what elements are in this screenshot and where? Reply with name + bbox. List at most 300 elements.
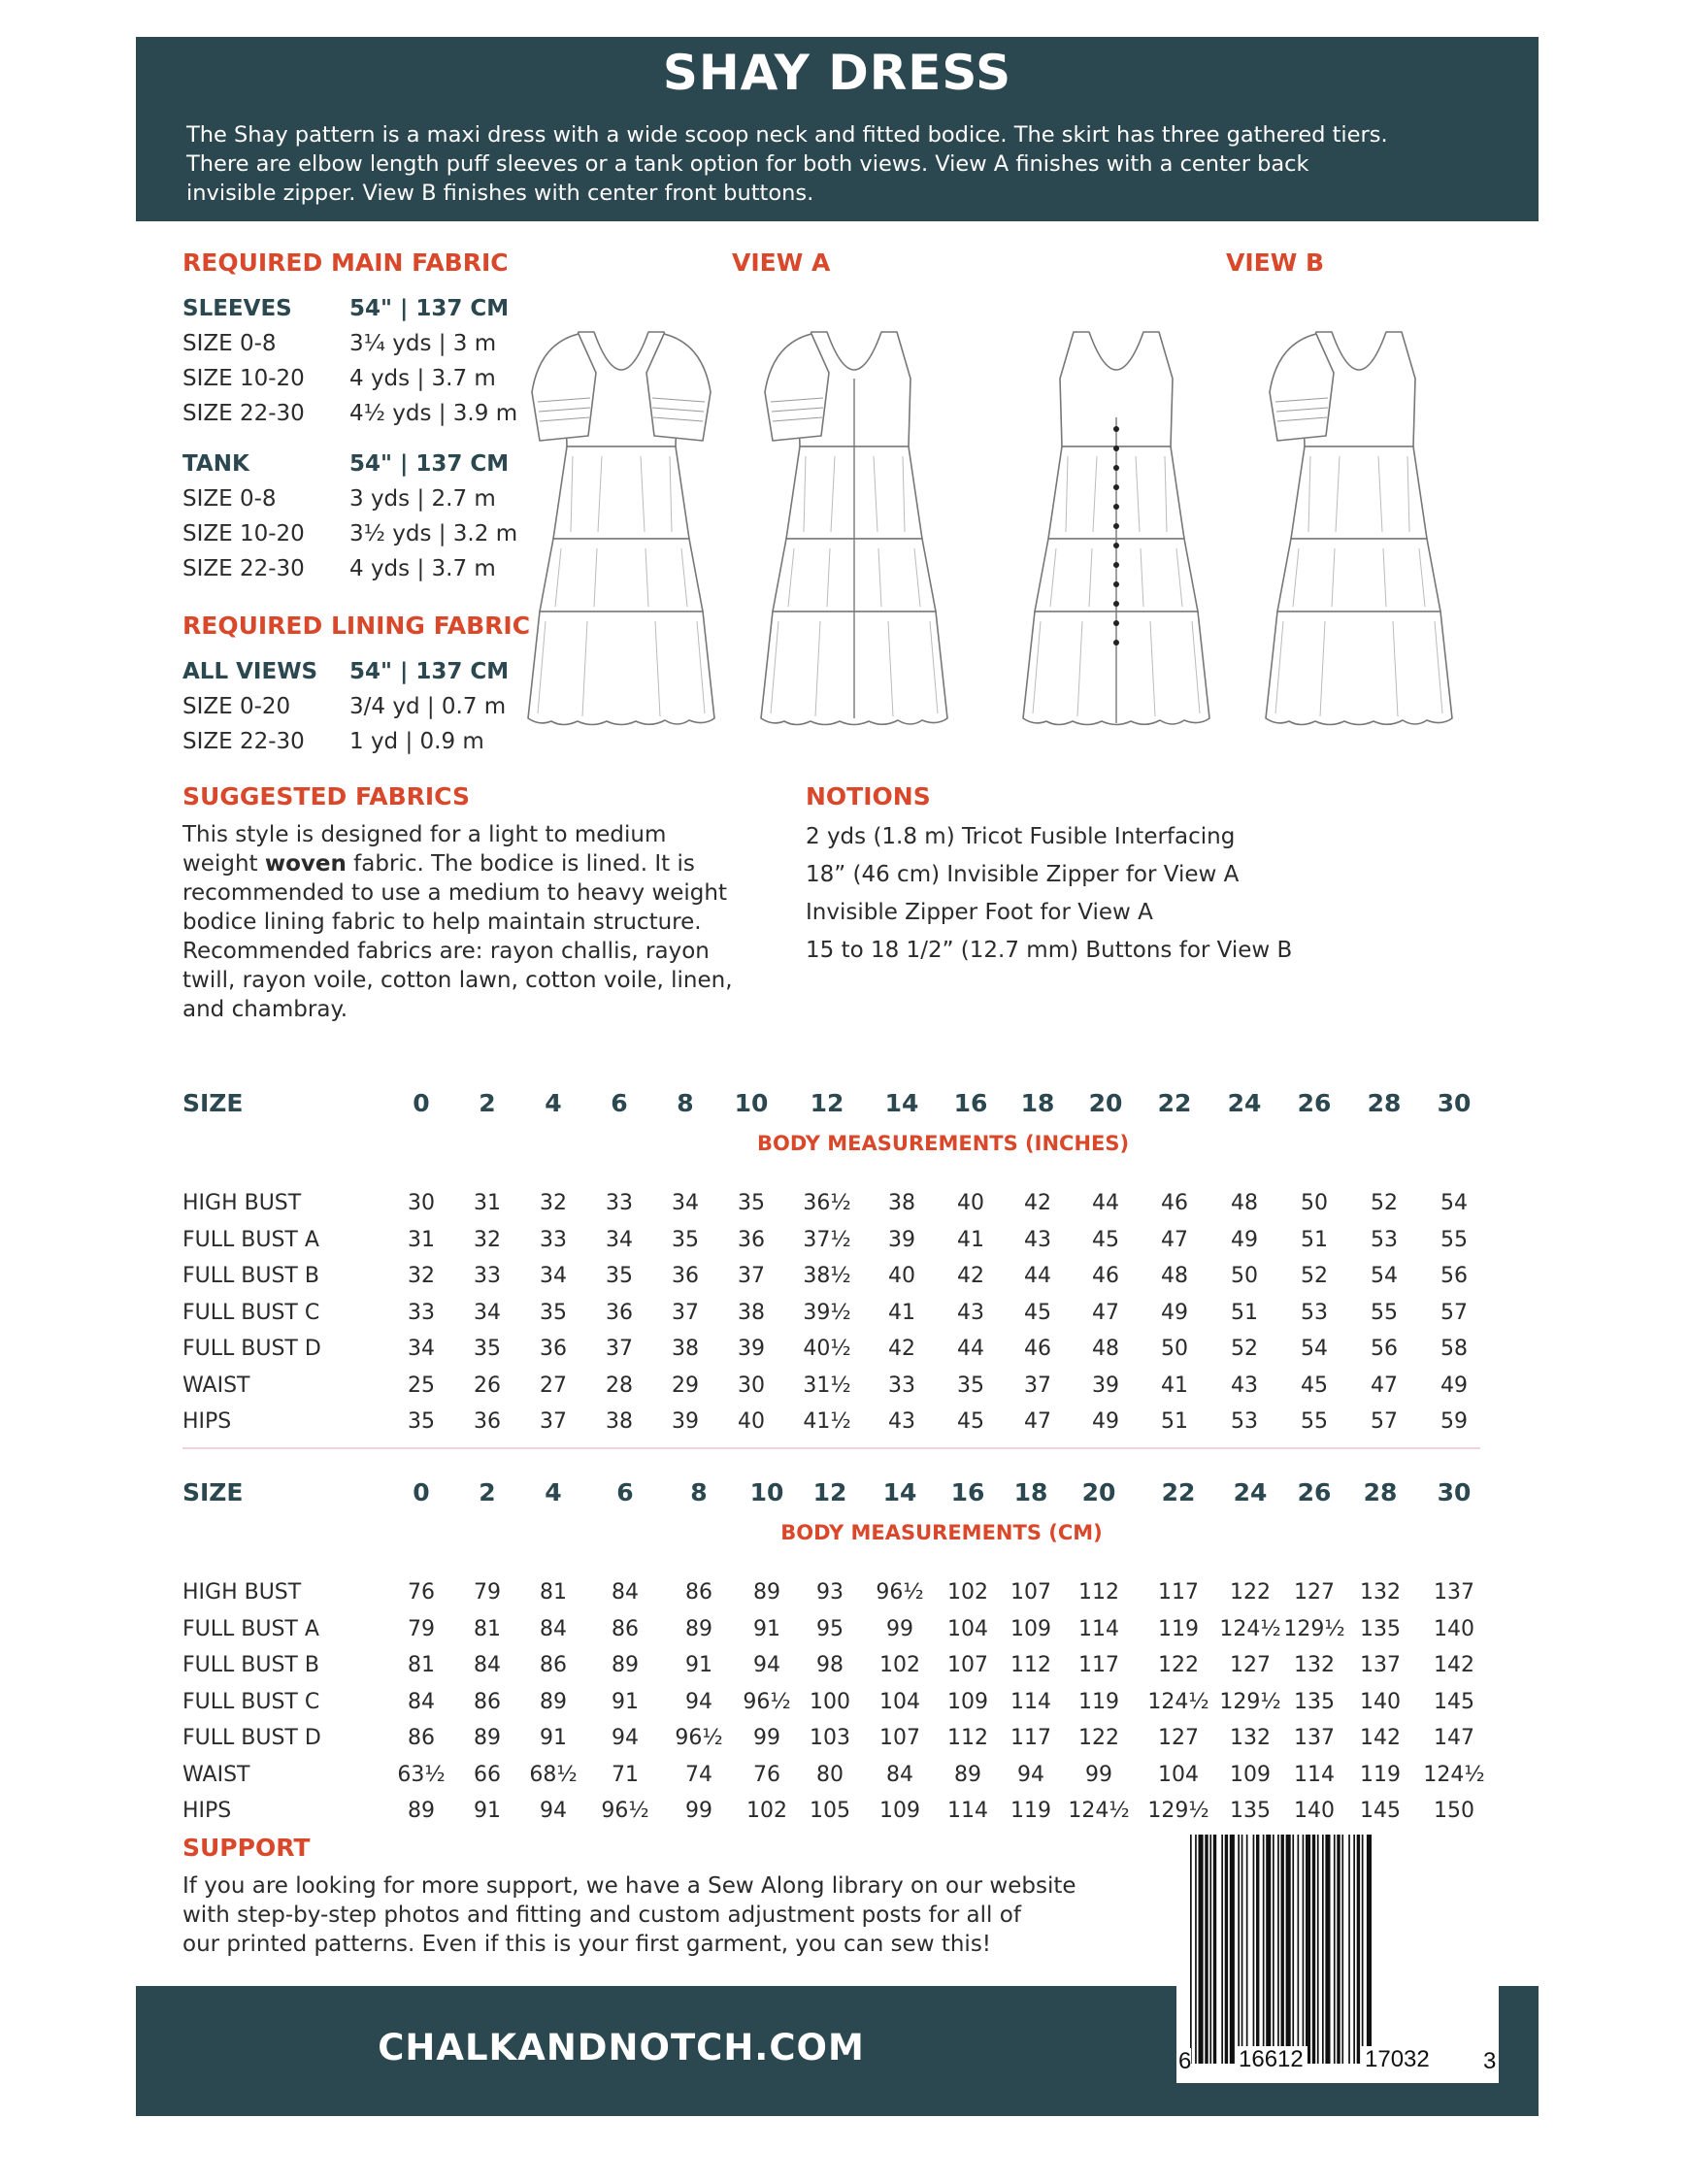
size-col: 6 bbox=[611, 1089, 628, 1117]
measurement-cell: 55 bbox=[1371, 1300, 1398, 1325]
measurement-cell: 27 bbox=[540, 1373, 567, 1398]
size-col: 30 bbox=[1437, 1478, 1472, 1506]
paragraph-line: This style is designed for a light to medium bbox=[182, 822, 667, 847]
size-label: SIZE bbox=[182, 1478, 244, 1506]
measurement-cell: 103 bbox=[810, 1726, 850, 1750]
measurement-cell: 96½ bbox=[876, 1580, 924, 1605]
measurement-label: FULL BUST D bbox=[182, 1337, 321, 1361]
paragraph-line: and chambray. bbox=[182, 997, 348, 1022]
measurement-cell: 89 bbox=[685, 1616, 712, 1641]
group-label: SLEEVES bbox=[182, 296, 292, 321]
fabric-amount: 1 yd | 0.9 m bbox=[349, 729, 484, 754]
measurement-label: WAIST bbox=[182, 1373, 250, 1398]
measurement-cell: 94 bbox=[540, 1799, 567, 1823]
barcode-digit: 6 bbox=[1178, 2048, 1192, 2074]
size-col: 10 bbox=[734, 1089, 769, 1117]
measurement-cell: 38 bbox=[672, 1337, 699, 1361]
fabric-row bbox=[182, 481, 517, 516]
measurement-cell: 100 bbox=[810, 1689, 850, 1714]
size-col: 0 bbox=[413, 1089, 430, 1117]
size-range: SIZE 0-20 bbox=[182, 694, 291, 719]
size-col: 22 bbox=[1161, 1478, 1196, 1506]
intro-line: The Shay pattern is a maxi dress with a wide scoop neck and fitted bodice. The skirt has three gathered tiers. bbox=[186, 122, 1388, 148]
measurement-cell: 31 bbox=[408, 1227, 435, 1252]
measurement-cell: 80 bbox=[816, 1762, 844, 1787]
measurement-cell: 33 bbox=[408, 1300, 435, 1325]
measurement-cell: 35 bbox=[408, 1409, 435, 1434]
size-header-row bbox=[182, 1081, 1480, 1125]
size-col: 2 bbox=[479, 1478, 496, 1506]
measurement-cell: 114 bbox=[1010, 1689, 1051, 1714]
measurement-cell: 137 bbox=[1434, 1580, 1474, 1605]
measurement-cell: 140 bbox=[1434, 1616, 1474, 1641]
notion-item: Invisible Zipper Foot for View A bbox=[806, 900, 1153, 925]
measurement-cell: 63½ bbox=[397, 1762, 446, 1787]
pattern-back-cover bbox=[136, 37, 1539, 2116]
measurement-label: FULL BUST B bbox=[182, 1264, 319, 1288]
measurement-row bbox=[182, 1720, 1480, 1757]
measurement-cell: 129½ bbox=[1283, 1616, 1345, 1641]
measurement-cell: 34 bbox=[606, 1227, 633, 1252]
measurement-cell: 42 bbox=[1024, 1191, 1051, 1215]
measurement-cell: 94 bbox=[685, 1689, 712, 1714]
fabric-row bbox=[182, 361, 517, 396]
website-link[interactable]: CHALKANDNOTCH.COM bbox=[378, 2027, 865, 2068]
measurement-cell: 35 bbox=[957, 1373, 984, 1398]
paragraph-line bbox=[182, 849, 733, 878]
measurement-cell: 102 bbox=[879, 1653, 920, 1677]
size-range: SIZE 22-30 bbox=[182, 401, 305, 426]
measurement-cell: 31 bbox=[474, 1191, 501, 1215]
fabric-row bbox=[182, 724, 509, 759]
measurement-cell: 89 bbox=[612, 1653, 639, 1677]
measurement-cell: 81 bbox=[408, 1653, 435, 1677]
size-col: 30 bbox=[1437, 1089, 1472, 1117]
measurement-cell: 34 bbox=[408, 1337, 435, 1361]
fabric-amount: 3/4 yd | 0.7 m bbox=[349, 694, 507, 719]
measurement-cell: 36 bbox=[738, 1227, 765, 1252]
measurement-cell: 147 bbox=[1434, 1726, 1474, 1750]
measurement-label: HIPS bbox=[182, 1409, 232, 1434]
main-fabric-table bbox=[182, 291, 517, 586]
measurement-cell: 107 bbox=[947, 1653, 988, 1677]
measurement-cell: 99 bbox=[1085, 1762, 1112, 1787]
measurement-cell: 124½ bbox=[1423, 1762, 1485, 1787]
measurement-cell: 54 bbox=[1301, 1337, 1328, 1361]
measurement-cell: 30 bbox=[738, 1373, 765, 1398]
measurement-cell: 109 bbox=[879, 1799, 920, 1823]
fabric-group-header bbox=[182, 291, 517, 326]
measurement-cell: 112 bbox=[1078, 1580, 1119, 1605]
inches-table-body bbox=[182, 1185, 1480, 1440]
measurement-cell: 34 bbox=[672, 1191, 699, 1215]
measurement-cell: 54 bbox=[1371, 1264, 1398, 1288]
measurement-cell: 49 bbox=[1161, 1300, 1188, 1325]
measurement-label: FULL BUST C bbox=[182, 1300, 320, 1325]
measurement-cell: 37 bbox=[606, 1337, 633, 1361]
measurement-cell: 43 bbox=[1024, 1227, 1051, 1252]
view-a-heading: VIEW A bbox=[732, 248, 831, 277]
measurement-cell: 135 bbox=[1294, 1689, 1335, 1714]
measurement-cell: 84 bbox=[612, 1580, 639, 1605]
measurement-cell: 47 bbox=[1024, 1409, 1051, 1434]
measurement-cell: 45 bbox=[1301, 1373, 1328, 1398]
measurement-cell: 89 bbox=[954, 1762, 981, 1787]
measurement-cell: 142 bbox=[1434, 1653, 1474, 1677]
measurement-cell: 46 bbox=[1024, 1337, 1051, 1361]
measurement-cell: 37 bbox=[1024, 1373, 1051, 1398]
measurement-cell: 104 bbox=[1158, 1762, 1199, 1787]
measurement-cell: 91 bbox=[753, 1616, 780, 1641]
paragraph-line: Recommended fabrics are: rayon challis, rayon bbox=[182, 939, 710, 964]
measurement-cell: 51 bbox=[1231, 1300, 1258, 1325]
size-header-row bbox=[182, 1471, 1480, 1514]
notion-item: 2 yds (1.8 m) Tricot Fusible Interfacing bbox=[806, 824, 1236, 849]
suggested-fabrics-text bbox=[182, 820, 733, 1024]
measurement-cell: 96½ bbox=[743, 1689, 791, 1714]
measurement-label: HIGH BUST bbox=[182, 1191, 302, 1215]
measurement-cell: 43 bbox=[888, 1409, 915, 1434]
measurement-cell: 43 bbox=[1231, 1373, 1258, 1398]
measurement-cell: 52 bbox=[1231, 1337, 1258, 1361]
measurement-cell: 33 bbox=[606, 1191, 633, 1215]
measurement-cell: 89 bbox=[474, 1726, 501, 1750]
measurement-cell: 33 bbox=[540, 1227, 567, 1252]
measurement-cell: 54 bbox=[1440, 1191, 1468, 1215]
measurement-cell: 48 bbox=[1231, 1191, 1258, 1215]
measurement-row bbox=[182, 1222, 1480, 1259]
size-col: 4 bbox=[545, 1478, 562, 1506]
measurement-cell: 38 bbox=[606, 1409, 633, 1434]
measurement-cell: 91 bbox=[474, 1799, 501, 1823]
measurement-row bbox=[182, 1368, 1480, 1405]
measurement-cell: 76 bbox=[753, 1762, 780, 1787]
measurement-cell: 99 bbox=[886, 1616, 913, 1641]
measurement-row bbox=[182, 1404, 1480, 1440]
measurement-cell: 34 bbox=[540, 1264, 567, 1288]
cm-caption: BODY MEASUREMENTS (CM) bbox=[780, 1521, 1103, 1544]
measurement-cell: 91 bbox=[540, 1726, 567, 1750]
view-b-back-drawing bbox=[1266, 332, 1452, 725]
measurement-row bbox=[182, 1611, 1480, 1648]
measurement-cell: 44 bbox=[957, 1337, 984, 1361]
fabric-group-header bbox=[182, 447, 517, 481]
measurement-cell: 86 bbox=[408, 1726, 435, 1750]
measurement-cell: 105 bbox=[810, 1799, 850, 1823]
measurement-cell: 76 bbox=[408, 1580, 435, 1605]
fabric-row bbox=[182, 551, 517, 586]
measurement-cell: 150 bbox=[1434, 1799, 1474, 1823]
page-title: SHAY DRESS bbox=[662, 45, 1012, 101]
measurement-row bbox=[182, 1331, 1480, 1368]
measurement-cell: 43 bbox=[957, 1300, 984, 1325]
measurement-cell: 112 bbox=[947, 1726, 988, 1750]
cm-table-body bbox=[182, 1574, 1485, 1830]
measurement-cell: 119 bbox=[1078, 1689, 1119, 1714]
measurement-cell: 135 bbox=[1230, 1799, 1271, 1823]
measurement-cell: 107 bbox=[1010, 1580, 1051, 1605]
measurement-label: FULL BUST D bbox=[182, 1726, 321, 1750]
dress-technical-drawings bbox=[524, 291, 1524, 728]
size-col: 14 bbox=[882, 1478, 917, 1506]
size-range: SIZE 22-30 bbox=[182, 729, 305, 754]
measurement-cell: 57 bbox=[1371, 1409, 1398, 1434]
measurement-cell: 57 bbox=[1440, 1300, 1468, 1325]
notions-heading: NOTIONS bbox=[806, 782, 931, 811]
measurement-cell: 58 bbox=[1440, 1337, 1468, 1361]
paragraph-line: bodice lining fabric to help maintain structure. bbox=[182, 910, 702, 935]
measurement-cell: 42 bbox=[957, 1264, 984, 1288]
paragraph-line: our printed patterns. Even if this is your first garment, you can sew this! bbox=[182, 1932, 992, 1957]
measurement-label: HIGH BUST bbox=[182, 1580, 302, 1605]
measurement-cell: 132 bbox=[1230, 1726, 1271, 1750]
paragraph-line: recommended to use a medium to heavy weight bbox=[182, 880, 727, 906]
size-range: SIZE 0-8 bbox=[182, 331, 277, 356]
fabric-row bbox=[182, 396, 517, 431]
measurement-cell: 102 bbox=[746, 1799, 787, 1823]
measurement-cell: 129½ bbox=[1219, 1689, 1281, 1714]
measurement-cell: 50 bbox=[1231, 1264, 1258, 1288]
measurement-cell: 132 bbox=[1360, 1580, 1401, 1605]
size-col: 0 bbox=[413, 1478, 430, 1506]
measurement-cell: 45 bbox=[1024, 1300, 1051, 1325]
measurement-cell: 104 bbox=[879, 1689, 920, 1714]
measurement-label: FULL BUST C bbox=[182, 1689, 320, 1714]
measurement-cell: 81 bbox=[474, 1616, 501, 1641]
lining-fabric-heading: REQUIRED LINING FABRIC bbox=[182, 612, 531, 640]
measurement-cell: 79 bbox=[474, 1580, 501, 1605]
measurement-cell: 109 bbox=[1230, 1762, 1271, 1787]
group-width: 54" | 137 CM bbox=[349, 451, 510, 477]
measurement-cell: 122 bbox=[1158, 1653, 1199, 1677]
barcode-digits: 16612 bbox=[1235, 2046, 1307, 2073]
group-width: 54" | 137 CM bbox=[349, 659, 510, 684]
size-col: 18 bbox=[1020, 1089, 1055, 1117]
measurement-cell: 114 bbox=[1078, 1616, 1119, 1641]
size-col: 16 bbox=[950, 1478, 985, 1506]
fabric-row bbox=[182, 326, 517, 361]
size-range: SIZE 10-20 bbox=[182, 366, 305, 391]
measurement-cell: 94 bbox=[753, 1653, 780, 1677]
measurement-cell: 94 bbox=[612, 1726, 639, 1750]
group-label: TANK bbox=[182, 451, 249, 477]
measurement-cell: 127 bbox=[1230, 1653, 1271, 1677]
size-col: 16 bbox=[953, 1089, 988, 1117]
measurement-cell: 49 bbox=[1092, 1409, 1119, 1434]
measurement-cell: 107 bbox=[879, 1726, 920, 1750]
measurement-row bbox=[182, 1295, 1480, 1332]
barcode bbox=[1176, 1831, 1499, 2083]
measurement-cell: 124½ bbox=[1147, 1689, 1209, 1714]
notions-list bbox=[806, 818, 1292, 970]
measurement-cell: 145 bbox=[1360, 1799, 1401, 1823]
measurement-label: FULL BUST A bbox=[182, 1227, 319, 1252]
size-col: 4 bbox=[545, 1089, 562, 1117]
measurement-cell: 33 bbox=[474, 1264, 501, 1288]
measurement-cell: 42 bbox=[888, 1337, 915, 1361]
group-width: 54" | 137 CM bbox=[349, 296, 510, 321]
measurement-cell: 99 bbox=[685, 1799, 712, 1823]
intro-line: There are elbow length puff sleeves or a tank option for both views. View A finishes with a center back bbox=[186, 151, 1309, 177]
measurement-cell: 36 bbox=[540, 1337, 567, 1361]
measurement-cell: 117 bbox=[1010, 1726, 1051, 1750]
measurement-label: WAIST bbox=[182, 1762, 250, 1787]
measurement-cell: 102 bbox=[947, 1580, 988, 1605]
measurement-cell: 35 bbox=[672, 1227, 699, 1252]
measurement-label: FULL BUST A bbox=[182, 1616, 319, 1641]
measurement-cell: 35 bbox=[606, 1264, 633, 1288]
measurement-cell: 26 bbox=[474, 1373, 501, 1398]
size-col: 28 bbox=[1367, 1089, 1402, 1117]
measurement-row bbox=[182, 1757, 1485, 1794]
measurement-cell: 37 bbox=[672, 1300, 699, 1325]
measurement-cell: 49 bbox=[1440, 1373, 1468, 1398]
measurement-cell: 68½ bbox=[529, 1762, 578, 1787]
measurement-cell: 56 bbox=[1371, 1337, 1398, 1361]
size-col: 12 bbox=[810, 1089, 844, 1117]
measurement-row bbox=[182, 1258, 1480, 1295]
measurement-cell: 37 bbox=[738, 1264, 765, 1288]
measurement-cell: 124½ bbox=[1219, 1616, 1281, 1641]
measurement-cell: 36½ bbox=[803, 1191, 851, 1215]
measurement-cell: 38 bbox=[888, 1191, 915, 1215]
measurement-cell: 122 bbox=[1230, 1580, 1271, 1605]
measurement-cell: 91 bbox=[612, 1689, 639, 1714]
size-col: 26 bbox=[1297, 1478, 1332, 1506]
fabric-row bbox=[182, 689, 509, 724]
measurement-cell: 47 bbox=[1161, 1227, 1188, 1252]
measurement-cell: 32 bbox=[540, 1191, 567, 1215]
measurement-cell: 109 bbox=[947, 1689, 988, 1714]
measurement-row bbox=[182, 1647, 1480, 1684]
measurement-cell: 135 bbox=[1360, 1616, 1401, 1641]
fabric-amount: 4 yds | 3.7 m bbox=[349, 556, 496, 581]
measurement-cell: 29 bbox=[672, 1373, 699, 1398]
size-col: 6 bbox=[616, 1478, 634, 1506]
measurement-cell: 52 bbox=[1371, 1191, 1398, 1215]
measurement-cell: 132 bbox=[1294, 1653, 1335, 1677]
measurement-cell: 142 bbox=[1360, 1726, 1401, 1750]
measurement-cell: 84 bbox=[408, 1689, 435, 1714]
measurement-cell: 71 bbox=[612, 1762, 639, 1787]
measurement-cell: 98 bbox=[816, 1653, 844, 1677]
measurement-cell: 38½ bbox=[803, 1264, 851, 1288]
measurement-label: HIPS bbox=[182, 1799, 232, 1823]
size-col: 18 bbox=[1013, 1478, 1048, 1506]
notion-item: 18” (46 cm) Invisible Zipper for View A bbox=[806, 862, 1240, 887]
fabric-row bbox=[182, 516, 517, 551]
measurement-cell: 48 bbox=[1161, 1264, 1188, 1288]
measurement-cell: 94 bbox=[1017, 1762, 1044, 1787]
paragraph-line: with step-by-step photos and fitting and custom adjustment posts for all of bbox=[182, 1903, 1021, 1928]
measurement-cell: 48 bbox=[1092, 1337, 1119, 1361]
header-banner bbox=[136, 37, 1539, 221]
measurement-cell: 89 bbox=[753, 1580, 780, 1605]
measurement-cell: 31½ bbox=[803, 1373, 851, 1398]
size-col: 8 bbox=[690, 1478, 708, 1506]
measurement-cell: 47 bbox=[1371, 1373, 1398, 1398]
measurement-cell: 46 bbox=[1161, 1191, 1188, 1215]
inches-caption: BODY MEASUREMENTS (INCHES) bbox=[757, 1132, 1130, 1155]
measurement-cell: 140 bbox=[1360, 1689, 1401, 1714]
measurement-cell: 55 bbox=[1440, 1227, 1468, 1252]
view-a-front-drawing bbox=[528, 332, 714, 725]
size-col: 26 bbox=[1297, 1089, 1332, 1117]
measurement-cell: 39 bbox=[1092, 1373, 1119, 1398]
measurement-cell: 96½ bbox=[675, 1726, 723, 1750]
measurement-cell: 145 bbox=[1434, 1689, 1474, 1714]
size-range: SIZE 22-30 bbox=[182, 556, 305, 581]
main-fabric-heading: REQUIRED MAIN FABRIC bbox=[182, 248, 509, 277]
measurement-cell: 89 bbox=[540, 1689, 567, 1714]
size-range: SIZE 0-8 bbox=[182, 486, 277, 512]
measurement-cell: 53 bbox=[1371, 1227, 1398, 1252]
measurement-cell: 91 bbox=[685, 1653, 712, 1677]
measurement-cell: 84 bbox=[540, 1616, 567, 1641]
measurement-cell: 40 bbox=[738, 1409, 765, 1434]
measurement-cell: 40 bbox=[957, 1191, 984, 1215]
size-col: 24 bbox=[1233, 1478, 1268, 1506]
measurement-cell: 112 bbox=[1010, 1653, 1051, 1677]
fabric-amount: 3 yds | 2.7 m bbox=[349, 486, 496, 512]
measurement-cell: 119 bbox=[1010, 1799, 1051, 1823]
intro-line: invisible zipper. View B finishes with center front buttons. bbox=[186, 181, 814, 206]
measurement-cell: 86 bbox=[474, 1689, 501, 1714]
measurement-cell: 32 bbox=[474, 1227, 501, 1252]
measurement-cell: 50 bbox=[1161, 1337, 1188, 1361]
support-text bbox=[182, 1871, 1076, 1959]
measurement-cell: 30 bbox=[408, 1191, 435, 1215]
size-col: 10 bbox=[749, 1478, 784, 1506]
measurement-cell: 37½ bbox=[803, 1227, 851, 1252]
measurement-cell: 37 bbox=[540, 1409, 567, 1434]
table-separator bbox=[182, 1447, 1480, 1449]
measurement-cell: 44 bbox=[1092, 1191, 1119, 1215]
measurement-cell: 36 bbox=[474, 1409, 501, 1434]
measurement-cell: 35 bbox=[474, 1337, 501, 1361]
lining-fabric-table bbox=[182, 654, 509, 759]
measurement-cell: 25 bbox=[408, 1373, 435, 1398]
measurement-cell: 119 bbox=[1158, 1616, 1199, 1641]
measurement-cell: 49 bbox=[1231, 1227, 1258, 1252]
measurement-cell: 44 bbox=[1024, 1264, 1051, 1288]
measurement-cell: 96½ bbox=[601, 1799, 649, 1823]
fabric-amount: 4½ yds | 3.9 m bbox=[349, 401, 518, 426]
fabric-amount: 3¼ yds | 3 m bbox=[349, 331, 497, 356]
measurement-cell: 35 bbox=[738, 1191, 765, 1215]
measurement-cell: 40½ bbox=[803, 1337, 851, 1361]
measurement-cell: 51 bbox=[1301, 1227, 1328, 1252]
measurement-cell: 124½ bbox=[1068, 1799, 1130, 1823]
paragraph-line: twill, rayon voile, cotton lawn, cotton voile, linen, bbox=[182, 968, 733, 993]
measurement-cell: 109 bbox=[1010, 1616, 1051, 1641]
measurement-row bbox=[182, 1684, 1480, 1721]
measurement-cell: 28 bbox=[606, 1373, 633, 1398]
size-col: 20 bbox=[1081, 1478, 1116, 1506]
size-col: 24 bbox=[1227, 1089, 1262, 1117]
measurement-cell: 104 bbox=[947, 1616, 988, 1641]
measurement-cell: 129½ bbox=[1147, 1799, 1209, 1823]
measurement-cell: 53 bbox=[1301, 1300, 1328, 1325]
size-col: 12 bbox=[812, 1478, 847, 1506]
measurement-cell: 56 bbox=[1440, 1264, 1468, 1288]
measurement-cell: 84 bbox=[886, 1762, 913, 1787]
measurement-cell: 39 bbox=[738, 1337, 765, 1361]
measurement-cell: 119 bbox=[1360, 1762, 1401, 1787]
measurement-cell: 35 bbox=[540, 1300, 567, 1325]
measurement-row bbox=[182, 1574, 1480, 1611]
measurement-cell: 117 bbox=[1078, 1653, 1119, 1677]
